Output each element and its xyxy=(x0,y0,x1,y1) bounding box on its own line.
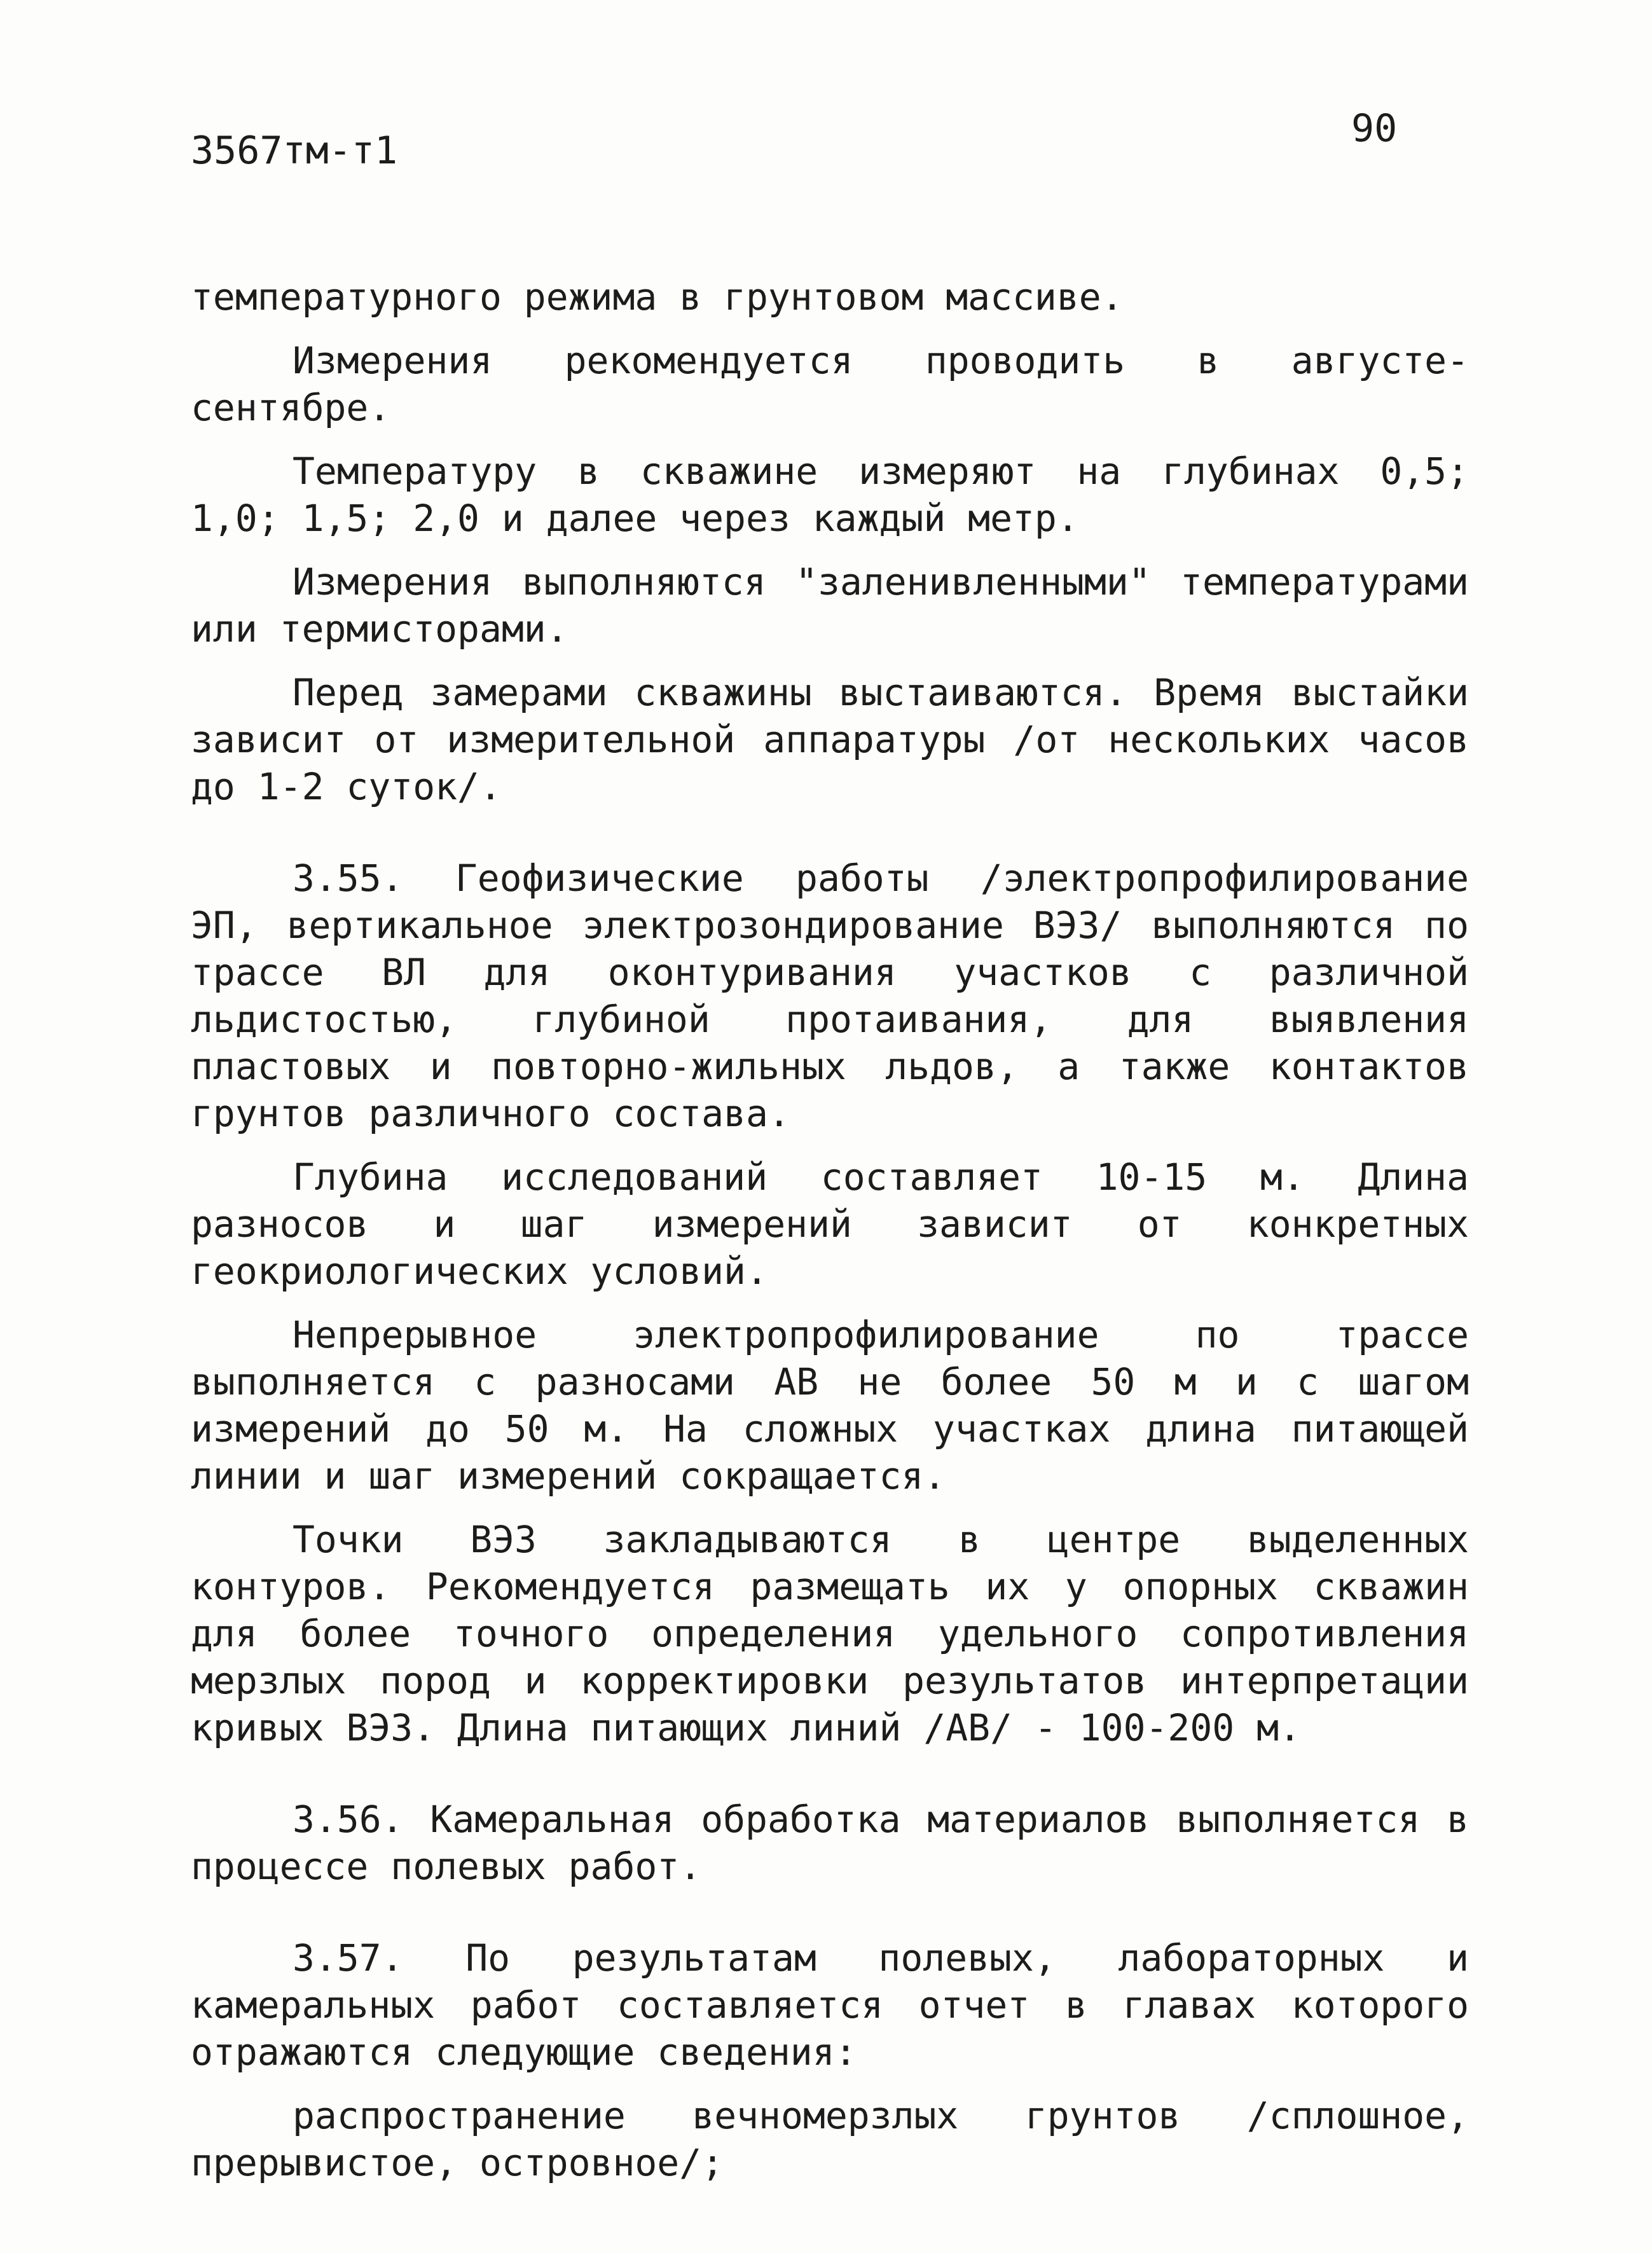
paragraph: Перед замерами скважины выстаиваются. Время выстайки зависит от измерительной аппаратуры /от нескольких часов до 1-2 суток/. xyxy=(191,671,1469,808)
section-3-57: 3.57. По результатам полевых, лабораторных и камеральных работ составляется отчет в главах которого отражаются следующие сведения: xyxy=(191,1936,1469,2074)
paragraph: Измерения выполняются "заленивленными" температурами или термисторами. xyxy=(191,560,1469,651)
paragraph: Температуру в скважине измеряют на глубинах 0,5; 1,0; 1,5; 2,0 и далее через каждый метр. xyxy=(191,450,1469,540)
page-number: 90 xyxy=(1351,106,1398,151)
document-code: 3567тм-т1 xyxy=(191,128,398,173)
body-text xyxy=(191,273,1469,2186)
paragraph: Измерения рекомендуется проводить в августе-сентябре. xyxy=(191,339,1469,429)
paragraph: Непрерывное электропрофилирование по трассе выполняется с разносами АВ не более 50 м и с шагом измерений до 50 м. На сложных участках длина питающей линии и шаг измерений сокращается. xyxy=(191,1313,1469,1498)
paragraph-continuation: температурного режима в грунтовом массиве. xyxy=(191,275,1124,319)
section-3-56: 3.56. Камеральная обработка материалов выполняется в процессе полевых работ. xyxy=(191,1798,1469,1888)
paragraph: распространение вечномерзлых грунтов /сплошное, прерывистое, островное/; xyxy=(191,2094,1469,2184)
paragraph: Точки ВЭЗ закладываются в центре выделенных контуров. Рекомендуется размещать их у опорных скважин для более точного определения удельного сопротивления мерзлых пород и корректировки результатов интерпретации кривых ВЭЗ. Длина питающих линий /АВ/ - 100-200 м. xyxy=(191,1518,1469,1749)
section-3-55: 3.55. Геофизические работы /электропрофилирование ЭП, вертикальное электрозондирование ВЭЗ/ выполняются по трассе ВЛ для оконтуривания участков с различной льдистостью, глубиной протаивания, для выявления пластовых и повторно-жильных льдов, а также контактов грунтов различного состава. xyxy=(191,857,1469,1135)
paragraph: Глубина исследований составляет 10-15 м. Длина разносов и шаг измерений зависит от конкретных геокриологических условий. xyxy=(191,1155,1469,1293)
